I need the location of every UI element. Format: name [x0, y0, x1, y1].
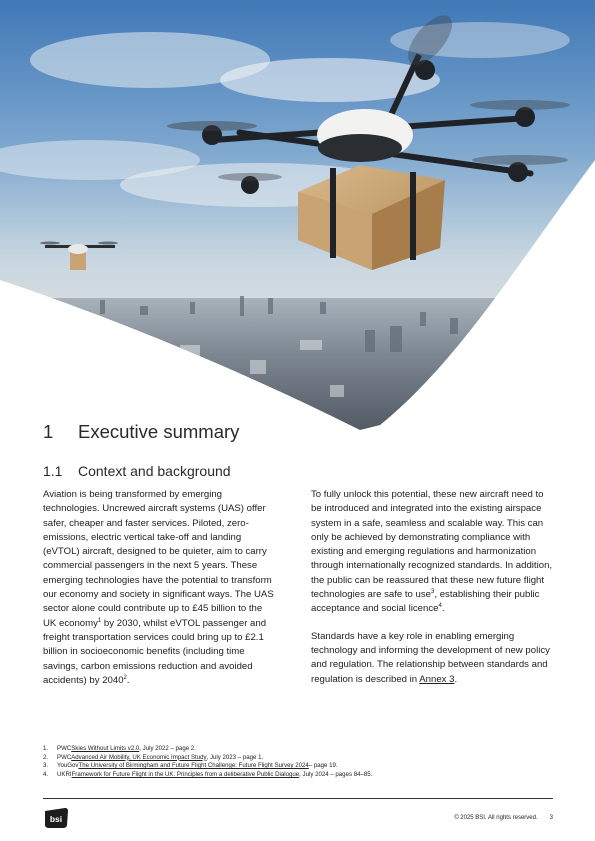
footnote-item	[43, 762, 563, 771]
footnote-detail: , July 2024 – pages 84–85.	[299, 770, 373, 778]
copyright: © 2025 BSI. All rights reserved.	[454, 815, 538, 821]
footnote-link[interactable]: The University of Birmingham and Future Flight Challenge: Future Flight Survey 2024	[78, 762, 309, 770]
footnote-source: PWC	[57, 753, 72, 761]
right-paragraph-2-end: .	[454, 673, 458, 685]
left-paragraph-end: .	[126, 674, 130, 686]
footnote-number: 4.	[43, 770, 49, 778]
logo-text: bsi	[49, 814, 63, 824]
footnote-ref-1[interactable]: 1	[97, 617, 102, 624]
footnote-number: 3.	[43, 762, 49, 770]
right-paragraph-1-text-cont: , establishing their public acceptance and social licence	[311, 589, 540, 615]
annex-3-link[interactable]: Annex 3	[419, 673, 455, 685]
left-column	[43, 488, 275, 688]
footer-divider	[43, 798, 553, 799]
page-number: 3	[549, 815, 553, 821]
left-paragraph-text: Aviation is being transformed by emerging technologies. Uncrewed aircraft systems (UAS) offer safer, cheaper and faster services. Piloted, zero-emissions, electric vertical take-off and landing (eVTOL) aircraft, designed to be quieter, aim to carry commercial passengers in the next 5 years. These emerging technologies have the potential to transform our economy and society in significant ways. The UAS sector alone could contribute up to £45 billion to the UK economy	[43, 489, 274, 629]
footnote-detail: , July 2022 – page 2.	[139, 745, 196, 752]
footnote-link[interactable]: Framework for Future Flight in the UK: Principles from a deliberative Public Dialogue	[71, 770, 300, 778]
right-paragraph-2-text: Standards have a key role in enabling emerging technology and informing the development of new policy and regulation. The relationship between standards and regulation is described in	[311, 630, 550, 685]
subsection-title: Context and background	[78, 463, 231, 479]
footnote-item	[43, 745, 563, 754]
footnote-detail: , July 2023 – page 1.	[206, 753, 264, 761]
page-footer	[454, 815, 553, 821]
subsection-heading	[43, 463, 231, 479]
footnote-source: YouGov	[57, 762, 79, 770]
footnote-ref-3[interactable]: 3	[431, 588, 435, 595]
right-paragraph-1	[311, 488, 556, 617]
right-paragraph-2	[311, 630, 556, 687]
footnote-item	[43, 771, 563, 780]
footnote-item	[43, 754, 563, 763]
section-number: 1	[43, 421, 54, 442]
section-heading	[43, 421, 239, 443]
subsection-number: 1.1	[43, 463, 63, 479]
right-paragraph-1-end: .	[441, 603, 445, 615]
right-paragraph-1-text: To fully unlock this potential, these new aircraft need to be introduced and integrated into the existing airspace system in a safe, seamless and scalable way. This can only be achieved by demonstrating compliance with existing and emerging regulations and harmonization through internationally recognized standards. In addition, the public can be reassured that these new future flight technologies are safe to use	[311, 489, 553, 601]
footnote-link[interactable]: Skies Without Limits v2.0	[71, 745, 140, 752]
footnotes	[43, 745, 563, 779]
footnote-number: 2.	[43, 753, 49, 761]
bsi-logo	[43, 807, 69, 829]
footnote-source: UKRI	[57, 770, 72, 778]
footnote-ref-4[interactable]: 4	[438, 603, 442, 610]
section-title: Executive summary	[78, 421, 240, 442]
footnote-ref-2[interactable]: 2	[123, 674, 127, 681]
right-column	[311, 488, 556, 687]
footnote-link[interactable]: Advanced Air Mobility, UK Economic Impact Study	[71, 753, 207, 761]
footnote-number: 1.	[43, 745, 49, 752]
left-paragraph-text-cont: by 2030, whilst eVTOL passenger and freight transportation services could bring up to £2.1 billion in socioeconomic benefits (including time savings, carbon emissions reduction and avoided accidents) by 2040	[43, 617, 267, 686]
footnote-detail: – page 19.	[308, 762, 338, 770]
footnote-source: PWC	[57, 745, 72, 752]
left-paragraph	[43, 488, 275, 688]
